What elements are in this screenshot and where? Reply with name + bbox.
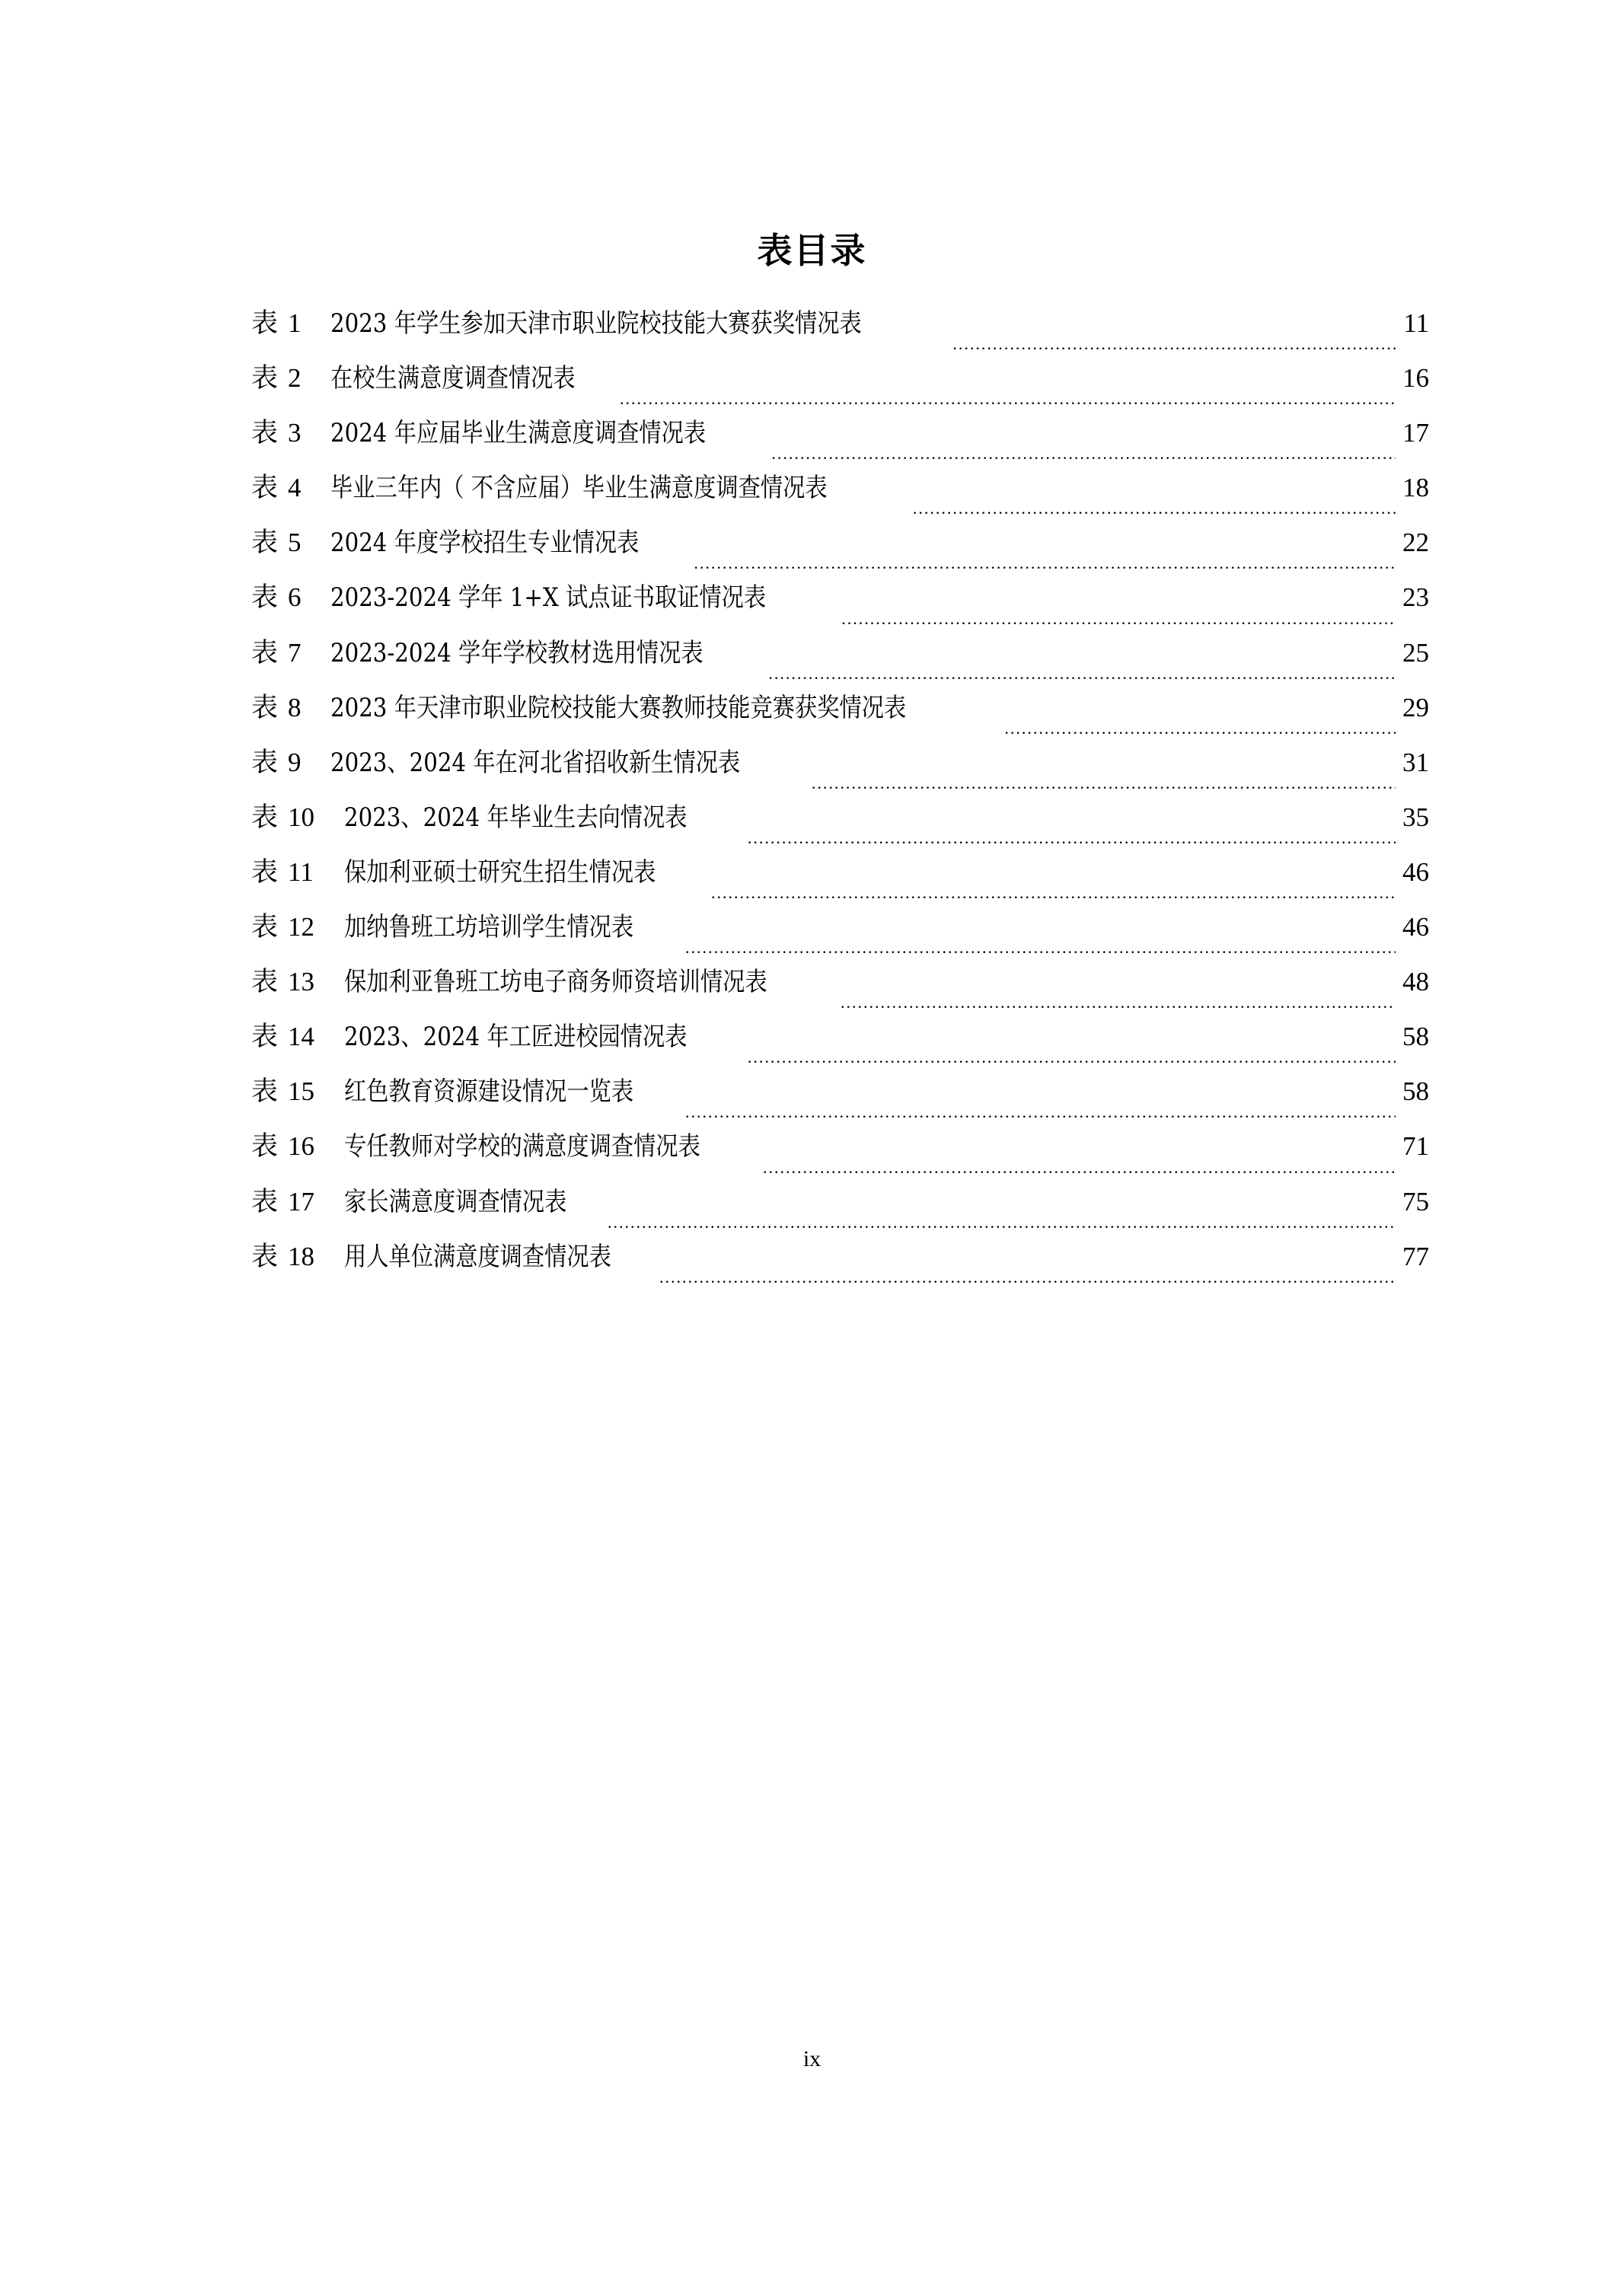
toc-entry[interactable] <box>251 1073 1429 1127</box>
toc-entry-title: 2024 年应届毕业生满意度调查情况表 <box>330 418 707 449</box>
toc-entry-prefix: 表 <box>251 856 279 887</box>
toc-entry-prefix: 表 <box>251 1131 279 1162</box>
dot-leader <box>1004 720 1396 737</box>
dot-leader <box>685 939 1396 956</box>
toc-entry-title: 2023-2024 学年学校教材选用情况表 <box>330 637 704 668</box>
toc-entry[interactable] <box>251 359 1429 414</box>
toc-entry-prefix: 表 <box>251 1076 279 1107</box>
toc-entry-label <box>251 1238 655 1276</box>
toc-entry-title: 家长满意度调查情况表 <box>344 1186 567 1217</box>
toc-entry-page: 29 <box>1402 692 1429 722</box>
toc-entry[interactable] <box>251 1018 1429 1073</box>
toc-entry-page: 75 <box>1402 1186 1429 1217</box>
toc-entry-title: 2023 年学生参加天津市职业院校技能大赛获奖情况表 <box>330 308 862 339</box>
toc-entry[interactable] <box>251 689 1429 744</box>
toc-entry-prefix: 表 <box>251 1186 279 1217</box>
toc-entry-prefix: 表 <box>251 1022 279 1052</box>
toc-entry-label <box>251 634 764 672</box>
dot-leader <box>913 500 1396 517</box>
toc-entry[interactable] <box>251 524 1429 579</box>
toc-entry-title: 红色教育资源建设情况一览表 <box>344 1076 634 1108</box>
toc-entry-label <box>251 414 767 452</box>
toc-entry-page: 77 <box>1402 1241 1429 1271</box>
toc-entry-label <box>251 744 807 782</box>
toc-entry[interactable] <box>251 414 1429 469</box>
toc-entry-page: 11 <box>1403 308 1429 338</box>
toc-entry-page: 22 <box>1402 528 1429 558</box>
dot-leader <box>608 1214 1396 1231</box>
toc-entry-prefix: 表 <box>251 912 279 942</box>
table-of-tables <box>251 305 1429 1293</box>
toc-entry-page: 23 <box>1402 582 1429 613</box>
dot-leader <box>841 994 1396 1011</box>
dot-leader <box>659 1269 1396 1286</box>
toc-entry-number: 5 <box>288 528 302 558</box>
toc-entry-label <box>251 1073 681 1111</box>
toc-entry-prefix: 表 <box>251 637 279 668</box>
toc-entry-number: 4 <box>288 473 302 503</box>
toc-entry[interactable] <box>251 908 1429 963</box>
page-number: ix <box>802 2046 822 2071</box>
toc-entry-page: 35 <box>1402 802 1429 832</box>
toc-entry-number: 17 <box>288 1186 314 1217</box>
toc-entry[interactable] <box>251 853 1429 908</box>
toc-entry-label <box>251 1127 758 1166</box>
toc-entry-label <box>251 524 689 562</box>
toc-entry-number: 2 <box>288 363 302 394</box>
toc-entry-label <box>251 963 836 1001</box>
toc-entry[interactable] <box>251 1127 1429 1182</box>
dot-leader <box>620 391 1396 407</box>
toc-entry-number: 1 <box>288 308 302 338</box>
toc-entry[interactable] <box>251 799 1429 853</box>
toc-entry-page: 48 <box>1402 967 1429 997</box>
toc-entry-page: 58 <box>1402 1022 1429 1052</box>
dot-leader <box>685 1104 1396 1121</box>
toc-entry-number: 14 <box>288 1022 314 1052</box>
toc-entry-title: 保加利亚鲁班工坊电子商务师资培训情况表 <box>344 967 767 998</box>
dot-leader <box>771 445 1396 462</box>
toc-entry[interactable] <box>251 469 1429 524</box>
toc-entry-prefix: 表 <box>251 418 279 448</box>
toc-entry-page: 71 <box>1402 1131 1429 1162</box>
toc-entry-prefix: 表 <box>251 747 279 777</box>
toc-entry-number: 16 <box>288 1131 314 1162</box>
toc-entry-label <box>251 579 837 617</box>
toc-entry-number: 3 <box>288 418 302 448</box>
toc-entry-number: 9 <box>288 747 302 777</box>
dot-leader <box>748 830 1396 847</box>
toc-entry-prefix: 表 <box>251 692 279 722</box>
toc-entry-title: 专任教师对学校的满意度调查情况表 <box>344 1131 700 1162</box>
dot-leader <box>694 555 1396 572</box>
toc-entry-label <box>251 689 1000 727</box>
toc-entry-number: 13 <box>288 967 314 997</box>
toc-entry[interactable] <box>251 634 1429 689</box>
toc-entry-label <box>251 908 681 946</box>
toc-entry-page: 31 <box>1402 747 1429 777</box>
toc-entry-prefix: 表 <box>251 1241 279 1271</box>
toc-entry-prefix: 表 <box>251 582 279 613</box>
toc-entry-number: 8 <box>288 692 302 722</box>
toc-entry-page: 58 <box>1402 1076 1429 1107</box>
toc-entry-title: 毕业三年内（ 不含应届）毕业生满意度调查情况表 <box>330 473 828 504</box>
toc-entry[interactable] <box>251 963 1429 1018</box>
toc-entry-page: 16 <box>1402 363 1429 394</box>
toc-entry-prefix: 表 <box>251 802 279 832</box>
toc-entry-title: 加纳鲁班工坊培训学生情况表 <box>344 912 634 943</box>
toc-entry-label <box>251 305 948 343</box>
dot-leader <box>841 611 1396 627</box>
page-title: 表目录 <box>757 229 867 271</box>
toc-entry-prefix: 表 <box>251 363 279 394</box>
dot-leader <box>952 336 1396 352</box>
toc-entry-prefix: 表 <box>251 967 279 997</box>
toc-entry[interactable] <box>251 744 1429 799</box>
toc-entry-label <box>251 1183 603 1221</box>
toc-entry-prefix: 表 <box>251 308 279 338</box>
toc-entry-number: 18 <box>288 1241 314 1271</box>
toc-entry-prefix: 表 <box>251 473 279 503</box>
toc-entry-title: 保加利亚硕士研究生招生情况表 <box>344 856 656 888</box>
dot-leader <box>763 1159 1396 1176</box>
dot-leader <box>711 885 1396 901</box>
toc-entry-title: 2023、2024 年在河北省招收新生情况表 <box>330 747 741 778</box>
toc-entry-title: 在校生满意度调查情况表 <box>330 363 576 394</box>
toc-entry-number: 11 <box>288 856 314 887</box>
toc-entry-number: 7 <box>288 637 302 668</box>
toc-entry[interactable] <box>251 579 1429 633</box>
dot-leader <box>768 665 1396 682</box>
toc-entry[interactable] <box>251 305 1429 359</box>
toc-entry-number: 10 <box>288 802 314 832</box>
dot-leader <box>812 775 1396 792</box>
toc-entry-page: 18 <box>1402 473 1429 503</box>
toc-entry-number: 6 <box>288 582 302 613</box>
toc-entry[interactable] <box>251 1238 1429 1293</box>
toc-entry-label <box>251 853 707 891</box>
toc-entry-page: 25 <box>1402 637 1429 668</box>
toc-entry-title: 2023 年天津市职业院校技能大赛教师技能竞赛获奖情况表 <box>330 692 907 723</box>
toc-entry-prefix: 表 <box>251 528 279 558</box>
toc-entry-title: 2023、2024 年工匠进校园情况表 <box>344 1022 688 1053</box>
toc-entry-title: 2023-2024 学年 1+X 试点证书取证情况表 <box>330 582 767 614</box>
toc-entry-title: 用人单位满意度调查情况表 <box>344 1241 611 1272</box>
dot-leader <box>748 1049 1396 1066</box>
toc-entry-number: 12 <box>288 912 314 942</box>
toc-entry-number: 15 <box>288 1076 314 1107</box>
toc-entry-page: 17 <box>1402 418 1429 448</box>
toc-entry-title: 2023、2024 年毕业生去向情况表 <box>344 802 688 833</box>
toc-entry-page: 46 <box>1402 856 1429 887</box>
toc-entry[interactable] <box>251 1183 1429 1238</box>
toc-entry-page: 46 <box>1402 912 1429 942</box>
toc-entry-label <box>251 469 908 507</box>
toc-entry-label <box>251 799 743 837</box>
toc-entry-label <box>251 359 615 397</box>
toc-entry-label <box>251 1018 743 1056</box>
toc-entry-title: 2024 年度学校招生专业情况表 <box>330 528 640 559</box>
